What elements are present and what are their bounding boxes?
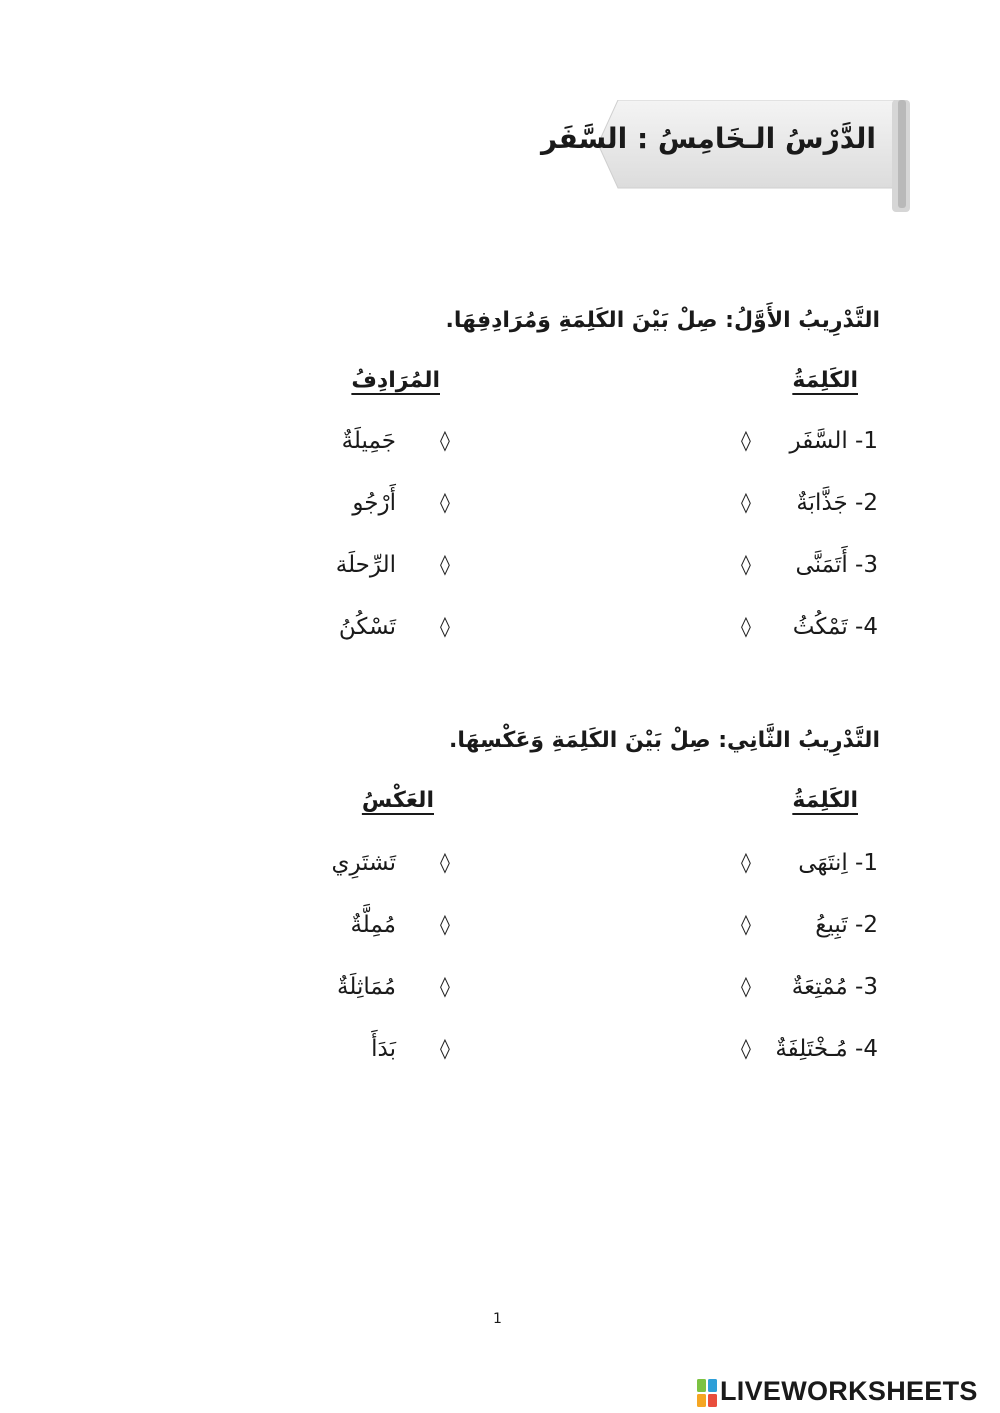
liveworksheets-wordmark: LIVEWORKSHEETS	[720, 1376, 978, 1406]
exercise1-word-header: الكَلِمَةُ	[792, 368, 858, 393]
exercise2-row	[0, 1036, 1000, 1076]
exercise1-synonym: أَرْجُو	[352, 490, 396, 516]
page-number: 1	[493, 1311, 502, 1327]
exercise2-row	[0, 912, 1000, 952]
lesson-title: الدَّرْسُ الـخَامِسُ : السَّفَر	[541, 122, 876, 155]
match-point-right[interactable]: ◊	[440, 912, 450, 936]
match-point-right[interactable]: ◊	[440, 850, 450, 874]
exercise2-instruction: التَّدْرِيبُ الثَّانِي: صِلْ بَيْنَ الكَلِمَةِ وَعَكْسِهَا.	[449, 728, 880, 753]
exercise1-word: 2- جَذَّابَةٌ	[796, 490, 878, 516]
exercise1-synonym: تَسْكُنُ	[338, 614, 396, 640]
banner-ribbon-shape	[598, 100, 914, 220]
lesson-title-banner	[541, 100, 898, 190]
liveworksheets-logo-icon	[696, 1378, 718, 1408]
exercise2-word: 2- تَبِيعُ	[815, 912, 878, 938]
exercise2-word-header: الكَلِمَةُ	[792, 788, 858, 813]
exercise1-synonym-header: المُرَادِفُ	[351, 368, 440, 393]
match-point-right[interactable]: ◊	[440, 974, 450, 998]
exercise2-row	[0, 974, 1000, 1014]
match-point-right[interactable]: ◊	[440, 1036, 450, 1060]
match-point-left[interactable]: ◊	[741, 1036, 751, 1060]
liveworksheets-logo[interactable]	[696, 1376, 996, 1410]
exercise2-antonym: مُمَاثِلَةٌ	[337, 974, 396, 1000]
exercise1-synonym: جَمِيلَةٌ	[341, 428, 396, 454]
exercise1-row	[0, 490, 1000, 530]
exercise1-word: 1- السَّفَر	[789, 428, 878, 454]
exercise1-synonym: الرِّحلَة	[335, 552, 396, 578]
exercise1-instruction: التَّدْرِيبُ الأَوَّلُ: صِلْ بَيْنَ الكَلِمَةِ وَمُرَادِفِهَا.	[445, 308, 880, 333]
match-point-right[interactable]: ◊	[440, 490, 450, 514]
exercise1-row	[0, 614, 1000, 654]
match-point-left[interactable]: ◊	[741, 552, 751, 576]
exercise1-word: 4- تَمْكُثُ	[792, 614, 878, 640]
exercise2-antonym-header: العَكْسُ	[361, 788, 434, 813]
match-point-left[interactable]: ◊	[741, 912, 751, 936]
match-point-left[interactable]: ◊	[741, 850, 751, 874]
match-point-right[interactable]: ◊	[440, 428, 450, 452]
exercise2-row	[0, 850, 1000, 890]
exercise2-antonym: تَشتَرِي	[331, 850, 396, 876]
exercise2-word: 4- مُـخْتَلِفَةٌ	[775, 1036, 878, 1062]
match-point-right[interactable]: ◊	[440, 614, 450, 638]
exercise1-row	[0, 428, 1000, 468]
exercise2-antonym: بَدَأَ	[371, 1036, 396, 1062]
match-point-left[interactable]: ◊	[741, 974, 751, 998]
exercise1-row	[0, 552, 1000, 592]
match-point-right[interactable]: ◊	[440, 552, 450, 576]
exercise1-word: 3- أَتَمَنَّى	[795, 552, 878, 578]
exercise2-word: 3- مُمْتِعَةٌ	[791, 974, 878, 1000]
match-point-left[interactable]: ◊	[741, 428, 751, 452]
exercise2-antonym: مُمِلَّةٌ	[350, 912, 396, 938]
match-point-left[interactable]: ◊	[741, 614, 751, 638]
match-point-left[interactable]: ◊	[741, 490, 751, 514]
exercise2-word: 1- اِنتَهَى	[798, 850, 878, 876]
